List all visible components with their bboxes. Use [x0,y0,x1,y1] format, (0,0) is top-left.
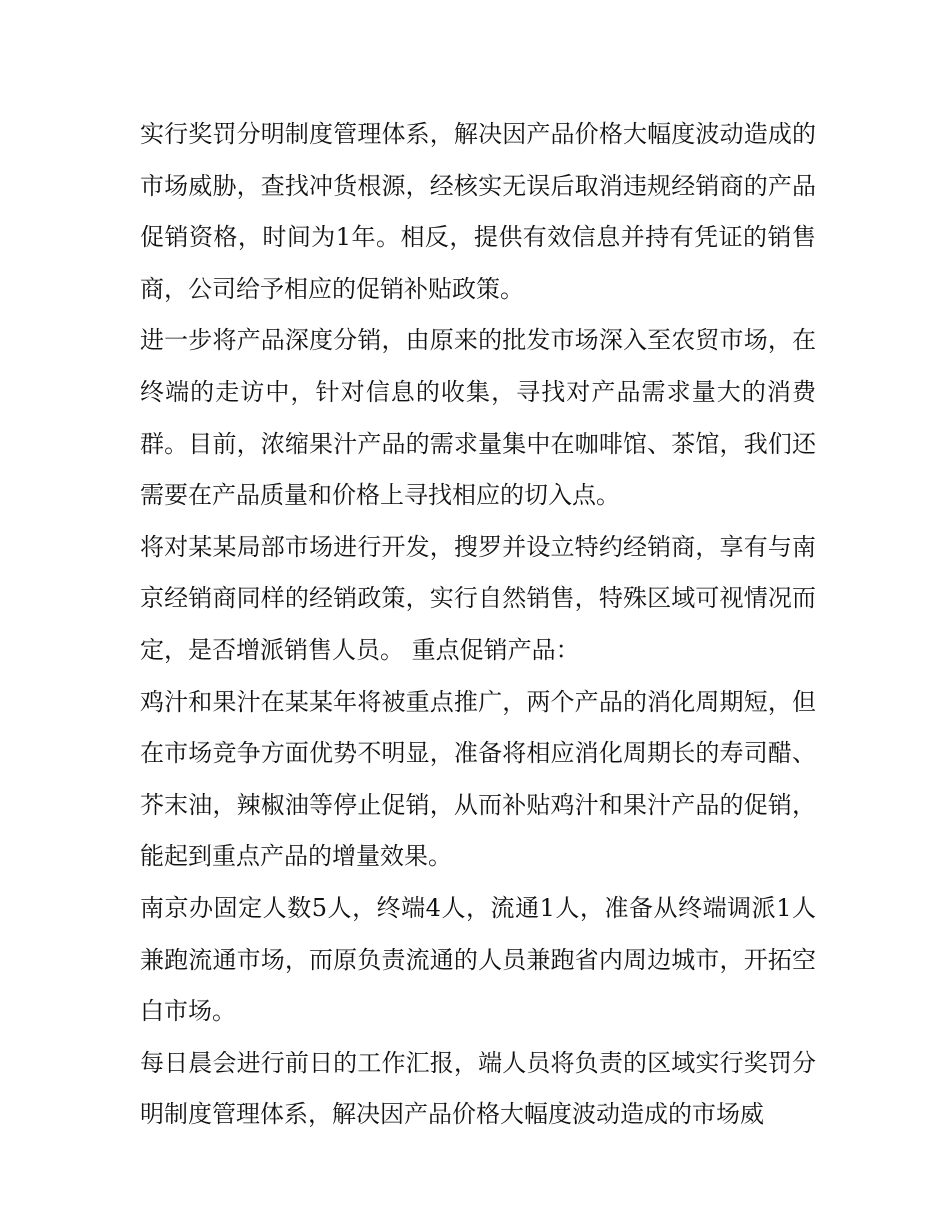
paragraph-reward-penalty: 实行奖罚分明制度管理体系，解决因产品价格大幅度波动造成的市场威胁，查找冲货根源，经核实无误后取消违规经销商的产品促销资格，时间为1年。相反，提供有效信息并持有凭证的销售商，公司给予相应的促销补贴政策。 [140,120,816,303]
paragraph-deep-distribution: 进一步将产品深度分销，由原来的批发市场深入至农贸市场，在终端的走访中，针对信息的收集，寻找对产品需求量大的消费群。目前，浓缩果汁产品的需求量集中在咖啡馆、茶馆，我们还需要在产品质量和价格上寻找相应的切入点。 [140,326,816,510]
document-body [140,109,816,1141]
paragraph-key-products: 鸡汁和果汁在某某年将被重点推广，两个产品的消化周期短，但在市场竞争方面优势不明显，准备将相应消化周期长的寿司醋、芥末油，辣椒油等停止促销，从而补贴鸡汁和果汁产品的促销，能起到重点产品的增量效果。 [140,687,816,871]
paragraph-local-market: 将对某某局部市场进行开发，搜罗并设立特约经销商，享有与南京经销商同样的经销政策，实行自然销售，特殊区域可视情况而定，是否增派销售人员。 重点促销产品： [140,532,816,664]
paragraph-staffing: 南京办固定人数5人，终端4人，流通1人，准备从终端调派1人兼跑流通市场，而原负责流通的人员兼跑省内周边城市，开拓空白市场。 [140,893,816,1026]
paragraph-morning-meeting: 每日晨会进行前日的工作汇报，端人员将负责的区域实行奖罚分明制度管理体系，解决因产品价格大幅度波动造成的市场威 [140,1048,816,1129]
